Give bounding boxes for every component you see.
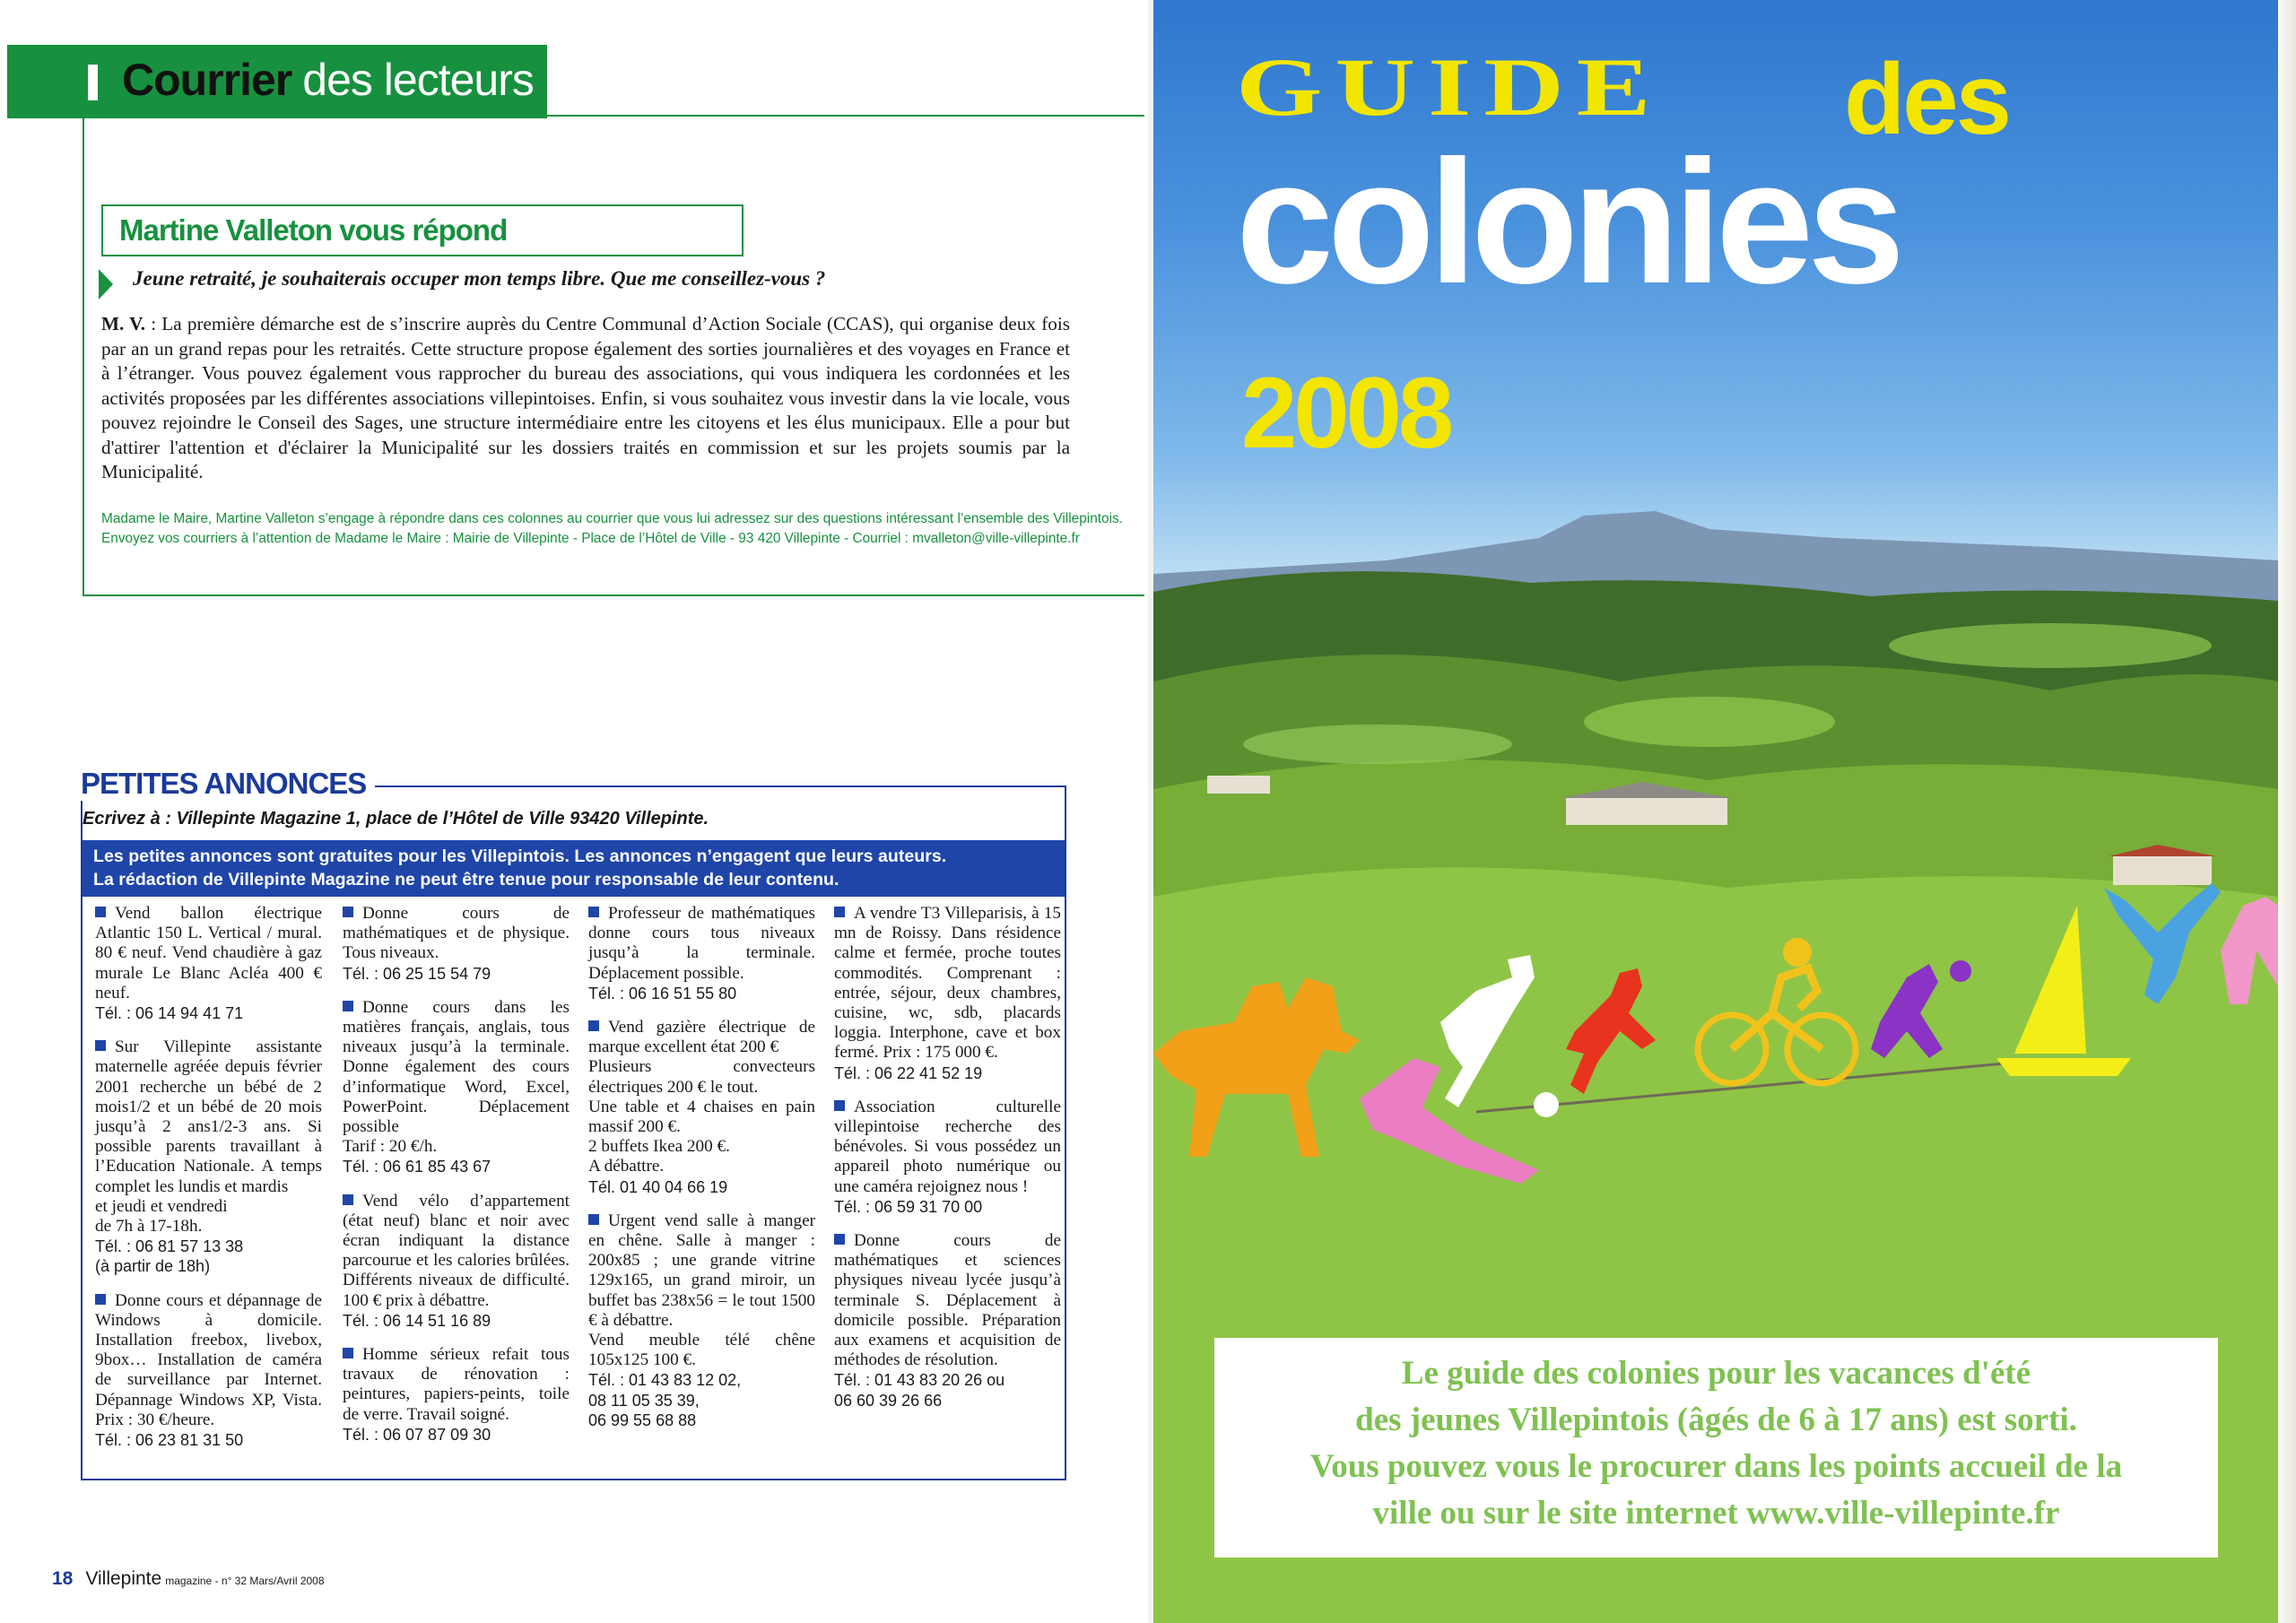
- annonces-column-3: [588, 904, 815, 1445]
- annonce-phone: Tél. : 06 61 85 43 67: [343, 1158, 491, 1176]
- courrier-title-bold: Courrier: [122, 55, 292, 105]
- annonces-title: PETITES ANNONCES: [81, 767, 375, 801]
- annonce-phone: Tél. 01 40 04 66 19: [588, 1177, 728, 1196]
- reader-question: Jeune retraité, je souhaiterais occuper mon temps libre. Que me conseillez-vous ?: [133, 267, 826, 290]
- annonce-phone: Tél. : 01 43 83 12 02, 08 11 05 35 39, 06 99 55 68 88: [588, 1371, 742, 1429]
- cover-guide-title: GUIDE: [1236, 41, 1664, 133]
- cover-artwork: [1153, 0, 2278, 1623]
- annonce-text: Vend ballon électrique Atlantic 150 L. Vertical / mural. 80 € neuf. Vend chaudière à gaz murale Le Blanc Acléa 400 € neuf.: [95, 904, 322, 1002]
- annonce-text: Vend vélo d’appartement (état neuf) blanc et noir avec écran indiquant la distance parcourue et les calories brûlées. Différents niveaux de difficulté. 100 € prix à débattre.: [343, 1191, 570, 1310]
- annonce-text: Sur Villepinte assistante maternelle agréée depuis février 2001 recherche un bébé de 2 mois1/2 et un bébé de 20 mois jusqu’à 2 ans1/2-3 ans. Si possible parents travaillant à l’Education Nationale. A temps complet les lundis et mardis et jeudi et vendredi de 7h à 17-18h.: [95, 1037, 322, 1237]
- responder-box: [101, 204, 744, 256]
- cover-info-line-4: ville ou sur le site internet www.ville-villepinte.fr: [1372, 1495, 2060, 1532]
- bullet-square-icon: [834, 907, 845, 917]
- annonces-column-4: [834, 904, 1061, 1425]
- banner-line-2: La rédaction de Villepinte Magazine ne peut être tenue pour responsable de leur contenu.: [93, 870, 839, 890]
- courrier-header-bar: [7, 45, 547, 118]
- sailboat-hull: [1996, 1058, 2131, 1076]
- annonce-phone: Tél. : 06 14 51 16 89: [343, 1311, 491, 1330]
- answer-text: [101, 312, 1070, 485]
- responder-title: Martine Valleton vous répond: [119, 213, 508, 247]
- footer-issue: magazine - n° 32 Mars/Avril 2008: [165, 1575, 325, 1587]
- annonce-phone: Tél. : 06 14 94 41 71: [95, 1004, 244, 1023]
- annonces-column-2: [343, 904, 570, 1459]
- bullet-square-icon: [588, 907, 599, 917]
- field-patch: [1584, 697, 1835, 747]
- bullet-square-icon: [343, 907, 353, 917]
- annonce-phone: Tél. : 06 59 31 70 00: [834, 1197, 983, 1216]
- football-ball: [1534, 1092, 1559, 1117]
- arrow-right-icon: [99, 269, 113, 299]
- bullet-square-icon: [343, 1194, 353, 1205]
- annonces-rule: [346, 785, 1066, 787]
- bullet-square-icon: [588, 1020, 599, 1031]
- bullet-square-icon: [343, 1348, 353, 1358]
- annonce-item: [834, 1231, 1061, 1410]
- cover-info-line-3: Vous pouvez vous le procurer dans les points accueil de la: [1309, 1448, 2123, 1485]
- annonce-phone: Tél. : 06 25 15 54 79: [343, 964, 491, 983]
- footer-magazine: Villepinte: [85, 1568, 162, 1589]
- bullet-square-icon: [95, 1294, 106, 1305]
- annonce-text: Donne cours et dépannage de Windows à domicile. Installation freebox, livebox, 9box… Installation de caméra de surveillance par Internet. Dépannage Windows XP, Vista. Prix : 30 €/heure.: [95, 1290, 322, 1429]
- bullet-square-icon: [95, 907, 106, 917]
- cover-info-line-2: des jeunes Villepintois (âgés de 6 à 17 ans) est sorti.: [1355, 1402, 2077, 1438]
- distant-house: [1207, 776, 1270, 794]
- annonce-text: Association culturelle villepintoise recherche des bénévoles. Si vous possédez un appareil photo numérique ou une caméra rejoignez nous !: [834, 1097, 1061, 1196]
- annonce-phone: Tél. : 06 23 81 31 50: [95, 1431, 244, 1450]
- barn: [2113, 856, 2212, 885]
- annonce-text: Vend gazière électrique de marque excellent état 200 € Plusieurs convecteurs électriques 200 € le tout. Une table et 4 chaises en pain massif 200 €. 2 buffets Ikea 200 €. A débattre.: [588, 1018, 815, 1176]
- annonce-item: [834, 904, 1061, 1083]
- annonce-text: Donne cours dans les matières français, anglais, tous niveaux jusqu’à la terminale. Donne également des cours d’informatique Word, Excel, PowerPoint. Déplacement possible Tarif : 20 €/h.: [343, 997, 570, 1157]
- answer-body: : La première démarche est de s’inscrire auprès du Centre Communal d’Action Sociale (CCAS), qui organise deux fois par an un grand repas pour les retraités. Cette structure propose également des sorties journalières et des voyages en France et à l’étranger. Vous pouvez également vous rapprocher du bureau des associations, qui vous indiquera les cordonnées et les activités proposées par les différentes associations villepintoises. Enfin, si vous souhaitez vous investir dans la vie locale, vous pouvez rejoindre le Conseil des Sages, une structure intermédiaire entre les citoyens et les élus municipaux. Elle a pour but d'attirer l'attention et d'éclairer la Municipalité sur les dossiers traités en commission et sur les projets soumis par la Municipalité.: [101, 313, 1071, 482]
- farmhouse: [1566, 798, 1727, 825]
- cover-colonies-title: colonies: [1236, 124, 1900, 320]
- cover-des-title: des: [1844, 43, 2009, 155]
- courrier-title: [122, 54, 534, 106]
- annonces-banner: [83, 840, 1065, 897]
- bullet-square-icon: [588, 1214, 599, 1225]
- annonce-phone: Tél. : 01 43 83 20 26 ou 06 60 39 26 66: [834, 1371, 1005, 1410]
- annonce-item: [343, 904, 570, 984]
- volleyball-ball: [1950, 960, 1971, 982]
- bullet-square-icon: [834, 1100, 845, 1111]
- annonces-address: Ecrivez à : Villepinte Magazine 1, place de l’Hôtel de Ville 93420 Villepinte.: [83, 809, 709, 829]
- mayor-notice: [101, 509, 1123, 549]
- field-patch: [1889, 623, 2212, 668]
- annonce-item: [834, 1098, 1061, 1217]
- annonce-text: Donne cours de mathématiques et de physique. Tous niveaux.: [343, 904, 570, 963]
- cover-year: 2008: [1241, 357, 1451, 469]
- page-footer: [52, 1568, 325, 1590]
- answer-prefix: M. V.: [101, 313, 145, 334]
- header-bar-icon: [88, 65, 98, 100]
- annonce-phone: Tél. : 06 22 41 52 19: [834, 1063, 983, 1082]
- annonce-phone: Tél. : 06 81 57 13 38 (à partir de 18h): [95, 1237, 244, 1276]
- annonce-item: [588, 904, 815, 1003]
- notice-line-2: Envoyez vos courriers à l’attention de Madame le Maire : Mairie de Villepinte - Place de l’Hôtel de Ville - 93 420 Villepinte - Courriel : mvalleton@ville-villepinte.fr: [101, 531, 1080, 546]
- bullet-square-icon: [95, 1040, 106, 1051]
- banner-line-1: Les petites annonces sont gratuites pour les Villepintois. Les annonces n’engagent que leurs auteurs.: [93, 846, 947, 866]
- cover-info-line-1: Le guide des colonies pour les vacances d'été: [1401, 1355, 2031, 1392]
- annonce-item: [343, 1345, 570, 1445]
- annonce-phone: Tél. : 06 07 87 09 30: [343, 1425, 491, 1444]
- page-edge: [2278, 0, 2296, 1623]
- annonce-item: [343, 998, 570, 1177]
- annonce-item: [588, 1211, 815, 1430]
- page-number: 18: [52, 1568, 74, 1589]
- annonce-text: Urgent vend salle à manger en chêne. Salle à manger : 200x85 ; une grande vitrine 129x165, un grand miroir, un buffet bas 238x56 = le tout 1500 € à débattre. Vend meuble télé chêne 105x125 100 €.: [588, 1211, 815, 1370]
- annonce-text: Donne cours de mathématiques et sciences physiques niveau lycée jusqu’à terminale S. Déplacement à domicile possible. Préparation aux examens et acquisition de méthodes de résolution.: [834, 1231, 1061, 1370]
- annonce-phone: Tél. : 06 16 51 55 80: [588, 984, 737, 1002]
- notice-line-1: Madame le Maire, Martine Valleton s’engage à répondre dans ces colonnes au courrier que vous lui adressez sur des questions intéressant l’ensemble des Villepintois.: [101, 511, 1123, 526]
- annonce-text: Homme sérieux refait tous travaux de rénovation : peintures, papiers-peints, toile de verre. Travail soigné.: [343, 1345, 570, 1424]
- bullet-square-icon: [343, 1001, 353, 1011]
- cover-info-box: [1214, 1338, 2218, 1558]
- annonce-item: [588, 1018, 815, 1197]
- bullet-square-icon: [834, 1234, 845, 1245]
- courrier-title-light: des lecteurs: [302, 55, 534, 105]
- right-page: [1148, 0, 2296, 1623]
- annonce-text: Professeur de mathématiques donne cours tous niveaux jusqu’à la terminale. Déplacement possible.: [588, 904, 815, 983]
- field-patch: [1243, 725, 1512, 764]
- annonce-item: [95, 1037, 322, 1276]
- cyclist-head: [1783, 938, 1812, 967]
- annonce-item: [95, 904, 322, 1023]
- annonce-text: A vendre T3 Villeparisis, à 15 mn de Roissy. Dans résidence calme et fermée, proche toutes commodités. Comprenant : entrée, séjour, deux chambres, cuisine, wc, sdb, placards loggia. Interphone, cave et box fermé. Prix : 175 000 €.: [834, 904, 1061, 1063]
- annonces-column-1: [95, 904, 322, 1464]
- annonce-item: [95, 1291, 322, 1451]
- annonce-item: [343, 1192, 570, 1331]
